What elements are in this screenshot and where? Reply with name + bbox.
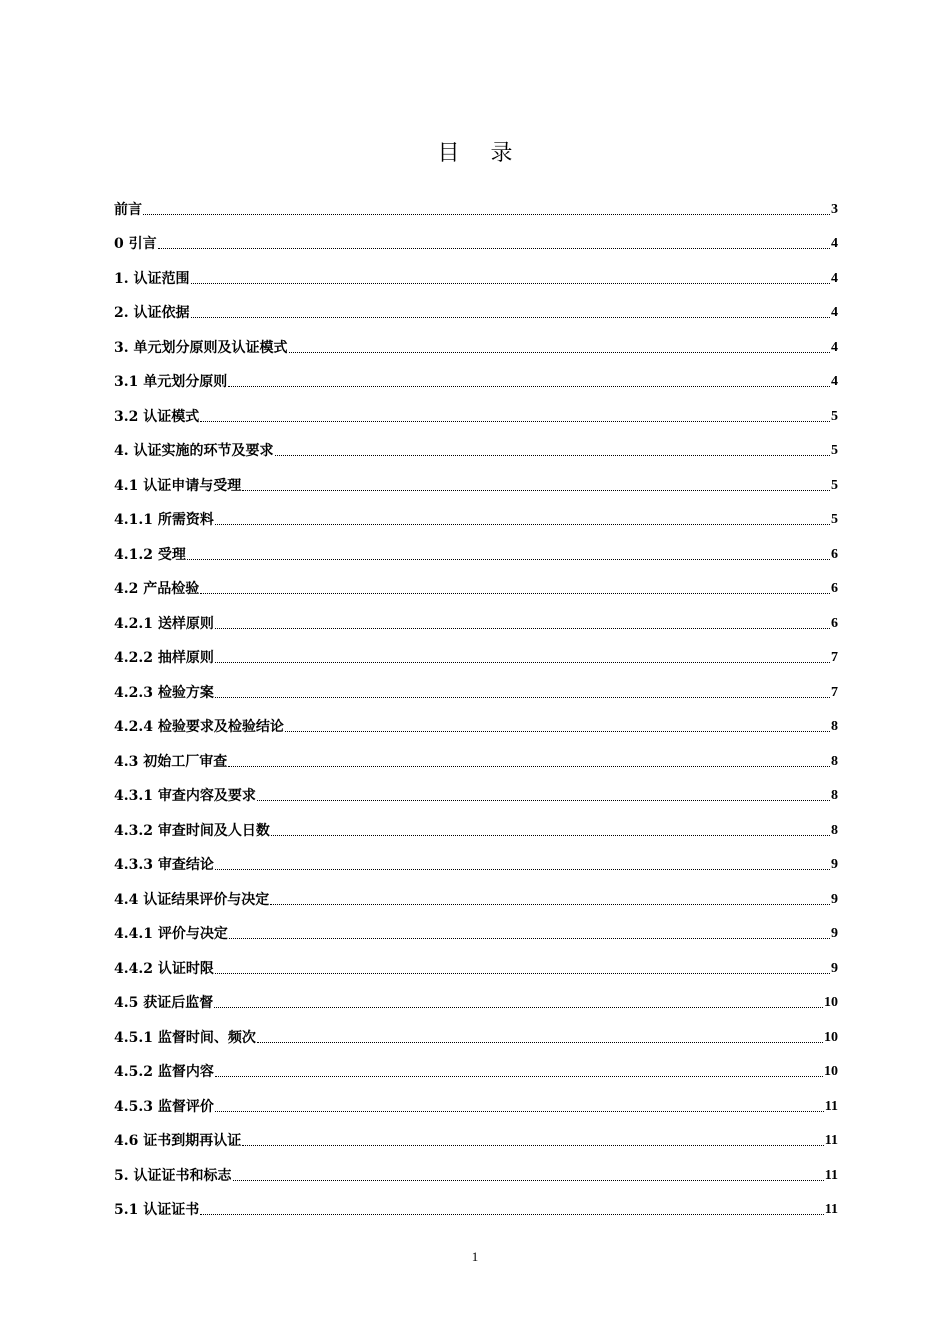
toc-entry-page: 9 [831, 891, 838, 907]
toc-entry[interactable] [114, 1082, 838, 1117]
toc-dot-leader [215, 697, 830, 698]
toc-entry-page: 9 [831, 960, 838, 976]
toc-dot-leader [200, 421, 830, 422]
toc-entry-page: 11 [824, 1098, 838, 1114]
toc-dot-leader [187, 559, 830, 560]
toc-dot-leader [242, 1145, 824, 1146]
toc-entry-label: 4.5.3 监督评价 [114, 1098, 214, 1115]
toc-entry-label: 4.6 证书到期再认证 [114, 1133, 242, 1149]
toc-dot-leader [158, 248, 830, 249]
toc-entry-page: 3 [831, 201, 838, 217]
toc-entry-label: 4.3.3 审查结论 [114, 857, 214, 873]
toc-entry[interactable] [114, 358, 838, 393]
toc-entry[interactable] [114, 496, 838, 531]
toc-entry-page: 6 [831, 581, 838, 596]
toc-dot-leader [215, 1111, 824, 1112]
toc-entry-page: 4 [831, 339, 838, 355]
toc-entry-label: 4.2.2 抽样原则 [114, 650, 214, 666]
toc-entry[interactable] [114, 1151, 838, 1186]
toc-dot-leader [191, 283, 831, 284]
toc-dot-leader [200, 593, 830, 594]
toc-entry[interactable] [114, 323, 838, 358]
toc-entry-page: 8 [831, 753, 838, 769]
toc-entry[interactable] [114, 1013, 838, 1048]
toc-entry-label: 4.1 认证申请与受理 [114, 477, 242, 494]
toc-entry-page: 4 [831, 305, 838, 320]
toc-entry-page: 7 [831, 650, 838, 665]
toc-dot-leader [257, 1042, 823, 1043]
toc-dot-leader [215, 628, 830, 629]
toc-dot-leader [270, 904, 830, 905]
toc-entry-label: 4.2.1 送样原则 [114, 615, 214, 632]
toc-entry-page: 6 [831, 615, 838, 631]
toc-entry-page: 5 [831, 512, 838, 527]
toc-entry-page: 10 [824, 1029, 838, 1045]
toc-entry[interactable] [114, 185, 838, 220]
toc-entry-page: 4 [831, 236, 838, 251]
toc-entry-page: 9 [831, 857, 838, 872]
toc-entry-label: 4.3.1 审查内容及要求 [114, 788, 256, 804]
toc-entry[interactable] [114, 565, 838, 600]
toc-entry-label: 4.2.3 检验方案 [114, 684, 214, 701]
toc-entry[interactable] [114, 772, 838, 807]
toc-entry[interactable] [114, 254, 838, 289]
toc-entry-page: 11 [824, 1167, 838, 1183]
toc-entry[interactable] [114, 737, 838, 772]
toc-dot-leader [191, 317, 831, 318]
table-of-contents [114, 185, 838, 1220]
toc-entry-label: 4.3.2 审查时间及人日数 [114, 822, 270, 839]
toc-entry-label: 5. 认证证书和标志 [114, 1167, 232, 1184]
toc-entry-label: 4.4 认证结果评价与决定 [114, 891, 270, 908]
toc-entry[interactable] [114, 1117, 838, 1152]
toc-entry[interactable] [114, 1186, 838, 1221]
toc-entry[interactable] [114, 392, 838, 427]
toc-entry-page: 9 [831, 926, 838, 941]
page-title: 目 录 [437, 141, 525, 166]
toc-entry-label: 4.3 初始工厂审查 [114, 753, 228, 770]
toc-entry[interactable] [114, 841, 838, 876]
toc-entry-page: 8 [831, 719, 838, 734]
toc-entry[interactable] [114, 979, 838, 1014]
toc-entry-label: 2. 认证依据 [114, 305, 190, 321]
toc-entry-label: 4.5.2 监督内容 [114, 1064, 214, 1080]
toc-entry-label: 4.2.4 检验要求及检验结论 [114, 719, 284, 735]
toc-entry[interactable] [114, 461, 838, 496]
toc-entry-page: 6 [831, 546, 838, 562]
toc-entry[interactable] [114, 1048, 838, 1083]
toc-entry-page: 4 [831, 270, 838, 286]
toc-entry[interactable] [114, 668, 838, 703]
toc-dot-leader [285, 731, 830, 732]
toc-dot-leader [215, 524, 830, 525]
toc-entry-page: 10 [824, 1064, 838, 1079]
toc-dot-leader [289, 352, 831, 353]
toc-dot-leader [215, 1076, 823, 1077]
toc-entry[interactable] [114, 220, 838, 255]
toc-dot-leader [275, 455, 831, 456]
toc-entry-label: 4. 认证实施的环节及要求 [114, 443, 274, 459]
toc-entry[interactable] [114, 703, 838, 738]
page-number: 1 [471, 1249, 479, 1264]
toc-dot-leader [242, 490, 830, 491]
toc-dot-leader [215, 869, 830, 870]
toc-entry[interactable] [114, 910, 838, 945]
toc-dot-leader [229, 938, 830, 939]
toc-entry-label: 4.2 产品检验 [114, 581, 200, 597]
toc-entry-label: 4.1.2 受理 [114, 546, 186, 563]
toc-entry-page: 4 [831, 374, 838, 389]
toc-entry-label: 3.1 单元划分原则 [114, 374, 228, 390]
toc-entry-page: 8 [831, 822, 838, 838]
toc-dot-leader [143, 214, 830, 215]
toc-dot-leader [228, 766, 830, 767]
toc-dot-leader [233, 1180, 824, 1181]
toc-dot-leader [214, 1007, 823, 1008]
toc-dot-leader [257, 800, 830, 801]
toc-entry-page: 8 [831, 788, 838, 803]
toc-entry-label: 4.5.1 监督时间、频次 [114, 1029, 256, 1046]
toc-entry-page: 5 [831, 477, 838, 493]
toc-dot-leader [215, 973, 830, 974]
toc-dot-leader [271, 835, 830, 836]
toc-entry-label: 4.4.2 认证时限 [114, 960, 214, 977]
toc-entry[interactable] [114, 944, 838, 979]
toc-entry-page: 10 [824, 995, 838, 1010]
toc-entry-page: 5 [831, 443, 838, 458]
toc-entry[interactable] [114, 599, 838, 634]
toc-entry[interactable] [114, 530, 838, 565]
toc-entry-label: 4.4.1 评价与决定 [114, 926, 228, 942]
toc-entry-label: 5.1 认证证书 [114, 1202, 200, 1218]
toc-entry-page: 5 [831, 408, 838, 424]
toc-entry-label: 1. 认证范围 [114, 270, 190, 287]
toc-dot-leader [200, 1214, 824, 1215]
toc-entry-label: 4.5 获证后监督 [114, 995, 214, 1011]
toc-entry-label: 前言 [114, 201, 142, 218]
toc-entry-label: 4.1.1 所需资料 [114, 512, 214, 528]
toc-entry[interactable] [114, 427, 838, 462]
toc-dot-leader [228, 386, 830, 387]
toc-entry-label: 0 引言 [114, 236, 157, 252]
toc-entry-page: 7 [831, 684, 838, 700]
toc-entry[interactable] [114, 634, 838, 669]
toc-entry[interactable] [114, 875, 838, 910]
toc-entry-label: 3. 单元划分原则及认证模式 [114, 339, 288, 356]
toc-dot-leader [215, 662, 830, 663]
toc-entry-page: 11 [824, 1202, 838, 1217]
toc-entry-page: 11 [824, 1133, 838, 1148]
toc-entry[interactable] [114, 289, 838, 324]
toc-entry[interactable] [114, 806, 838, 841]
toc-entry-label: 3.2 认证模式 [114, 408, 200, 425]
